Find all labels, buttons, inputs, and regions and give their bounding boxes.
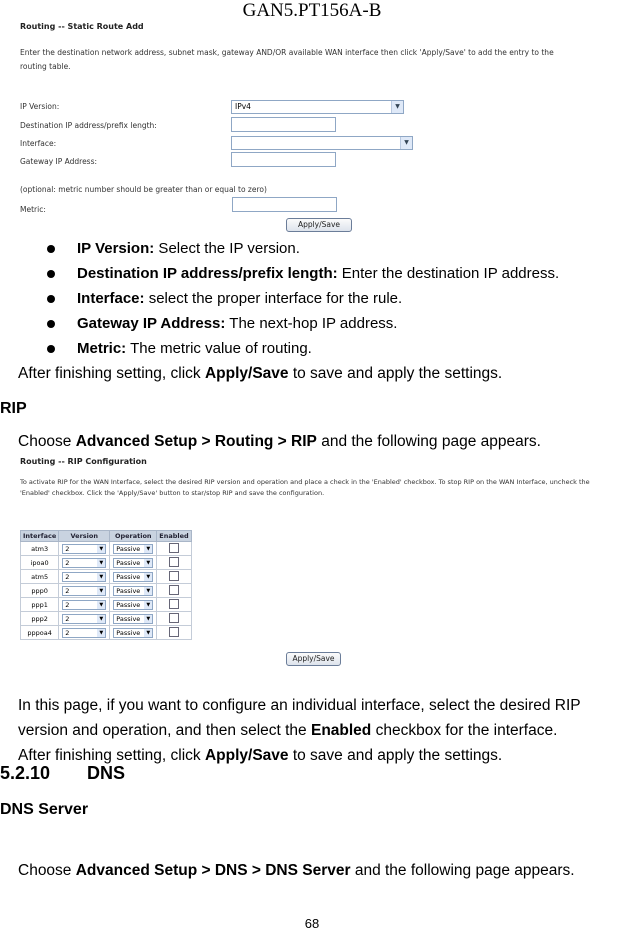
bullet-term: Interface: — [77, 290, 145, 307]
bullet-text: The metric value of routing. — [126, 340, 312, 357]
destination-input[interactable] — [231, 117, 336, 132]
operation-select[interactable]: Passive ▼ — [113, 544, 153, 554]
destination-label: Destination IP address/prefix length: — [20, 121, 157, 130]
rip-para-line-2: version and operation, and then select the Enabled checkbox for the interface. — [18, 722, 558, 739]
chevron-down-icon: ▼ — [400, 137, 412, 149]
chevron-down-icon: ▼ — [97, 559, 105, 567]
chevron-down-icon: ▼ — [391, 101, 403, 113]
bullet-term: Gateway IP Address: — [77, 315, 226, 332]
bullet-text: Enter the destination IP address. — [337, 265, 560, 282]
version-select[interactable]: 2 ▼ — [62, 614, 106, 624]
enabled-checkbox[interactable] — [169, 557, 179, 567]
page-number: 68 — [304, 916, 320, 931]
table-row — [21, 584, 192, 598]
rip-table-header — [21, 531, 192, 542]
dns-choose-text: Choose Advanced Setup > DNS > DNS Server and the following page appears. — [18, 862, 575, 879]
operation-select[interactable]: Passive ▼ — [113, 628, 153, 638]
rip-table — [20, 530, 192, 640]
enabled-checkbox[interactable] — [169, 599, 179, 609]
ip-version-select[interactable] — [231, 100, 404, 114]
column-header: Enabled — [157, 531, 191, 542]
table-row — [21, 598, 192, 612]
bullet-term: IP Version: — [77, 240, 155, 257]
iface-cell: ppp0 — [21, 584, 59, 598]
bullet-icon — [47, 345, 55, 353]
iface-cell: atm5 — [21, 570, 59, 584]
rip-heading: RIP — [0, 400, 27, 417]
ip-version-value: IPv4 — [235, 102, 251, 111]
bullet-item — [0, 340, 624, 360]
rip-desc-2: 'Enabled' checkbox. Click the 'Apply/Save' button to star/stop RIP and save the configuration. — [20, 489, 325, 497]
iface-cell: pppoa4 — [21, 626, 59, 640]
bullet-term: Destination IP address/prefix length: — [77, 265, 338, 282]
chevron-down-icon: ▼ — [97, 545, 105, 553]
enabled-checkbox[interactable] — [169, 585, 179, 595]
chevron-down-icon: ▼ — [97, 629, 105, 637]
operation-select[interactable]: Passive ▼ — [113, 600, 153, 610]
chevron-down-icon: ▼ — [97, 573, 105, 581]
iface-cell: atm3 — [21, 542, 59, 556]
metric-label: Metric: — [20, 205, 46, 214]
column-header: Operation — [110, 531, 157, 542]
bullet-icon — [47, 245, 55, 253]
interface-select[interactable] — [231, 136, 413, 150]
chevron-down-icon: ▼ — [144, 573, 152, 581]
page-header: GAN5.PT156A-B — [242, 0, 382, 21]
version-select[interactable]: 2 ▼ — [62, 600, 106, 610]
bullet-item — [0, 290, 624, 310]
static-route-title: Routing -- Static Route Add — [20, 22, 144, 31]
bullet-item — [0, 315, 624, 335]
bullet-icon — [47, 295, 55, 303]
metric-note: (optional: metric number should be greater than or equal to zero) — [20, 185, 267, 194]
section-title: DNS — [87, 763, 126, 783]
chevron-down-icon: ▼ — [144, 559, 152, 567]
table-row — [21, 542, 192, 556]
bullet-icon — [47, 320, 55, 328]
interface-label: Interface: — [20, 139, 57, 148]
rip-para-line-3: After finishing setting, click Apply/Save to save and apply the settings. — [18, 747, 503, 764]
apply-save-button[interactable]: Apply/Save — [286, 218, 352, 232]
chevron-down-icon: ▼ — [97, 587, 105, 595]
iface-cell: ppp1 — [21, 598, 59, 612]
enabled-checkbox[interactable] — [169, 613, 179, 623]
version-select[interactable]: 2 ▼ — [62, 586, 106, 596]
bullet-icon — [47, 270, 55, 278]
rip-title: Routing -- RIP Configuration — [20, 457, 147, 466]
chevron-down-icon: ▼ — [97, 615, 105, 623]
operation-select[interactable]: Passive ▼ — [113, 586, 153, 596]
version-select[interactable]: 2 ▼ — [62, 572, 106, 582]
chevron-down-icon: ▼ — [144, 601, 152, 609]
after-setting-text: After finishing setting, click Apply/Save to save and apply the settings. — [18, 365, 503, 382]
rip-para-line-1: In this page, if you want to configure an individual interface, select the desired RIP — [18, 697, 581, 714]
version-select[interactable]: 2 ▼ — [62, 544, 106, 554]
gateway-input[interactable] — [231, 152, 336, 167]
bullet-text: The next-hop IP address. — [225, 315, 398, 332]
bullet-item — [0, 265, 624, 285]
column-header: Interface — [21, 531, 59, 542]
static-route-desc-1: Enter the destination network address, subnet mask, gateway AND/OR available WAN interface then click 'Apply/Save' to add the entry to the — [20, 48, 554, 57]
version-select[interactable]: 2 ▼ — [62, 628, 106, 638]
chevron-down-icon: ▼ — [144, 545, 152, 553]
rip-apply-save-button[interactable]: Apply/Save — [286, 652, 341, 666]
table-row — [21, 626, 192, 640]
bullet-item — [0, 240, 624, 260]
section-number: 5.2.10 — [0, 763, 51, 783]
operation-select[interactable]: Passive ▼ — [113, 614, 153, 624]
dns-heading: DNS Server — [0, 801, 89, 818]
iface-cell: ppp2 — [21, 612, 59, 626]
chevron-down-icon: ▼ — [144, 587, 152, 595]
chevron-down-icon: ▼ — [144, 629, 152, 637]
bullet-term: Metric: — [77, 340, 127, 357]
iface-cell: ipoa0 — [21, 556, 59, 570]
metric-input[interactable] — [232, 197, 337, 212]
gateway-label: Gateway IP Address: — [20, 157, 98, 166]
operation-select[interactable]: Passive ▼ — [113, 558, 153, 568]
operation-select[interactable]: Passive ▼ — [113, 572, 153, 582]
table-row — [21, 612, 192, 626]
column-header: Version — [59, 531, 110, 542]
bullet-text: Select the IP version. — [154, 240, 300, 257]
chevron-down-icon: ▼ — [97, 601, 105, 609]
enabled-checkbox[interactable] — [169, 571, 179, 581]
rip-choose-text: Choose Advanced Setup > Routing > RIP and the following page appears. — [18, 433, 541, 450]
enabled-checkbox[interactable] — [169, 627, 179, 637]
enabled-checkbox[interactable] — [169, 543, 179, 553]
version-select[interactable]: 2 ▼ — [62, 558, 106, 568]
ip-version-label: IP Version: — [20, 102, 60, 111]
rip-desc-1: To activate RIP for the WAN Interface, select the desired RIP version and operation and place a check in the 'Enabled' checkbox. To stop RIP on the WAN Interface, uncheck the — [20, 478, 590, 486]
table-row — [21, 570, 192, 584]
bullet-text: select the proper interface for the rule. — [144, 290, 403, 307]
static-route-desc-2: routing table. — [20, 62, 71, 71]
chevron-down-icon: ▼ — [144, 615, 152, 623]
table-row — [21, 556, 192, 570]
